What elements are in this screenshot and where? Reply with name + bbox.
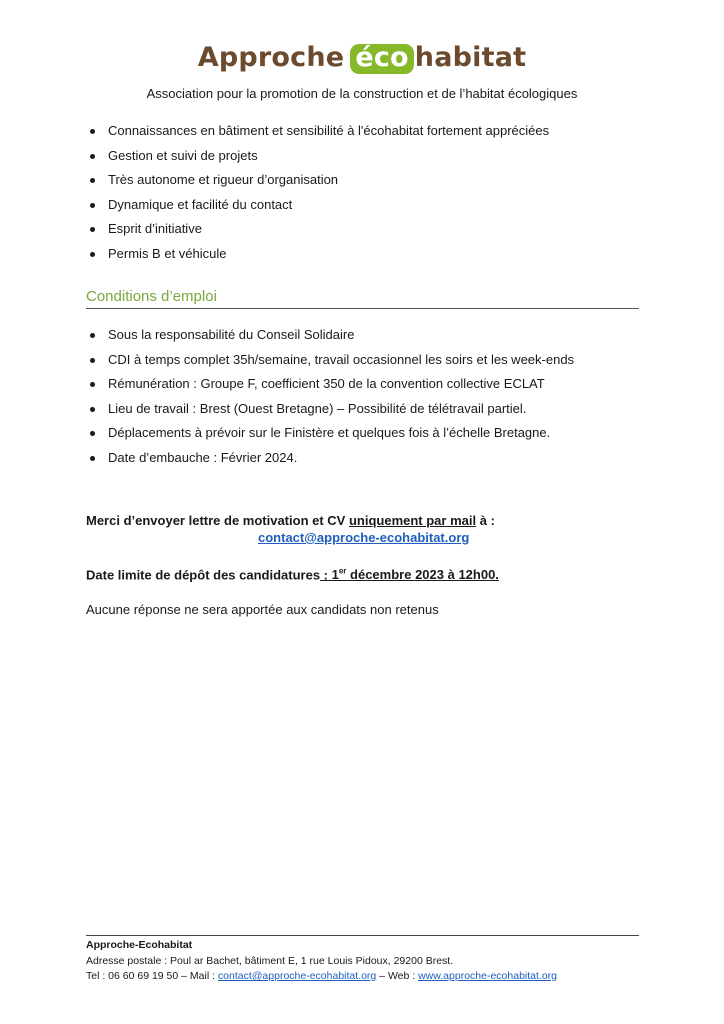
association-subtitle: Association pour la promotion de la construction et de l’habitat écologiques: [146, 86, 578, 101]
footer-address: Adresse postale : Poul ar Bachet, bâtiment E, 1 rue Louis Pidoux, 29200 Brest.: [86, 954, 454, 967]
logo-word-eco: éco: [350, 44, 413, 74]
logo-word-approche: Approche: [197, 42, 345, 73]
deadline-day: 1: [331, 567, 339, 583]
skills-list-item: Connaissances en bâtiment et sensibilité à l'écohabitat fortement appréciées: [86, 123, 549, 148]
skills-list: [86, 123, 549, 271]
conditions-list-item: Rémunération : Groupe F, coefficient 350 de la convention collective ECLAT: [86, 376, 574, 401]
skills-list-item: Permis B et véhicule: [86, 246, 549, 271]
footer-contact-line: [86, 969, 639, 985]
footer-web-link[interactable]: www.approche-ecohabitat.org: [418, 970, 558, 982]
skills-list-item: Très autonome et rigueur d’organisation: [86, 172, 549, 197]
application-instructions: [86, 513, 495, 528]
logo: [0, 42, 724, 74]
skills-list-item: Dynamique et facilité du contact: [86, 197, 549, 222]
skills-list-item: Gestion et suivi de projets: [86, 148, 549, 173]
footer: [86, 935, 639, 985]
deadline-line: [86, 567, 499, 582]
conditions-list-item: Déplacements à prévoir sur le Finistère et quelques fois à l’échelle Bretagne.: [86, 425, 574, 450]
deadline-day-suffix: er: [338, 567, 347, 576]
application-intro-end: à :: [476, 513, 495, 528]
footer-mail-link[interactable]: contact@approche-ecohabitat.org: [217, 970, 377, 982]
deadline-rest: décembre 2023 à 12h00.: [346, 567, 499, 583]
conditions-list-item: Sous la responsabilité du Conseil Solidaire: [86, 327, 574, 352]
conditions-list-item: Lieu de travail : Brest (Ouest Bretagne) – Possibilité de télétravail partiel.: [86, 401, 574, 426]
conditions-heading: Conditions d’emploi: [86, 288, 639, 309]
contact-email-link[interactable]: contact@approche-ecohabitat.org: [258, 530, 470, 545]
conditions-list: [86, 327, 574, 475]
deadline-date: [332, 567, 499, 582]
conditions-list-item: CDI à temps complet 35h/semaine, travail occasionnel les soirs et les week-ends: [86, 352, 574, 377]
application-intro: Merci d’envoyer lettre de motivation et CV: [86, 513, 349, 528]
footer-web-label: – Web :: [376, 970, 419, 982]
application-intro-emphasis: uniquement par mail: [348, 513, 477, 528]
footer-org-name: Approche-Ecohabitat: [86, 939, 193, 951]
no-reply-note: Aucune réponse ne sera apportée aux candidats non retenus: [86, 602, 439, 617]
skills-list-item: Esprit d’initiative: [86, 221, 549, 246]
logo-word-habitat: habitat: [414, 42, 527, 73]
deadline-label: Date limite de dépôt des candidatures: [86, 567, 321, 583]
conditions-list-item: Date d’embauche : Février 2024.: [86, 450, 574, 475]
footer-tel: Tel : 06 60 69 19 50 – Mail :: [86, 970, 218, 982]
deadline-colon: :: [320, 567, 332, 583]
